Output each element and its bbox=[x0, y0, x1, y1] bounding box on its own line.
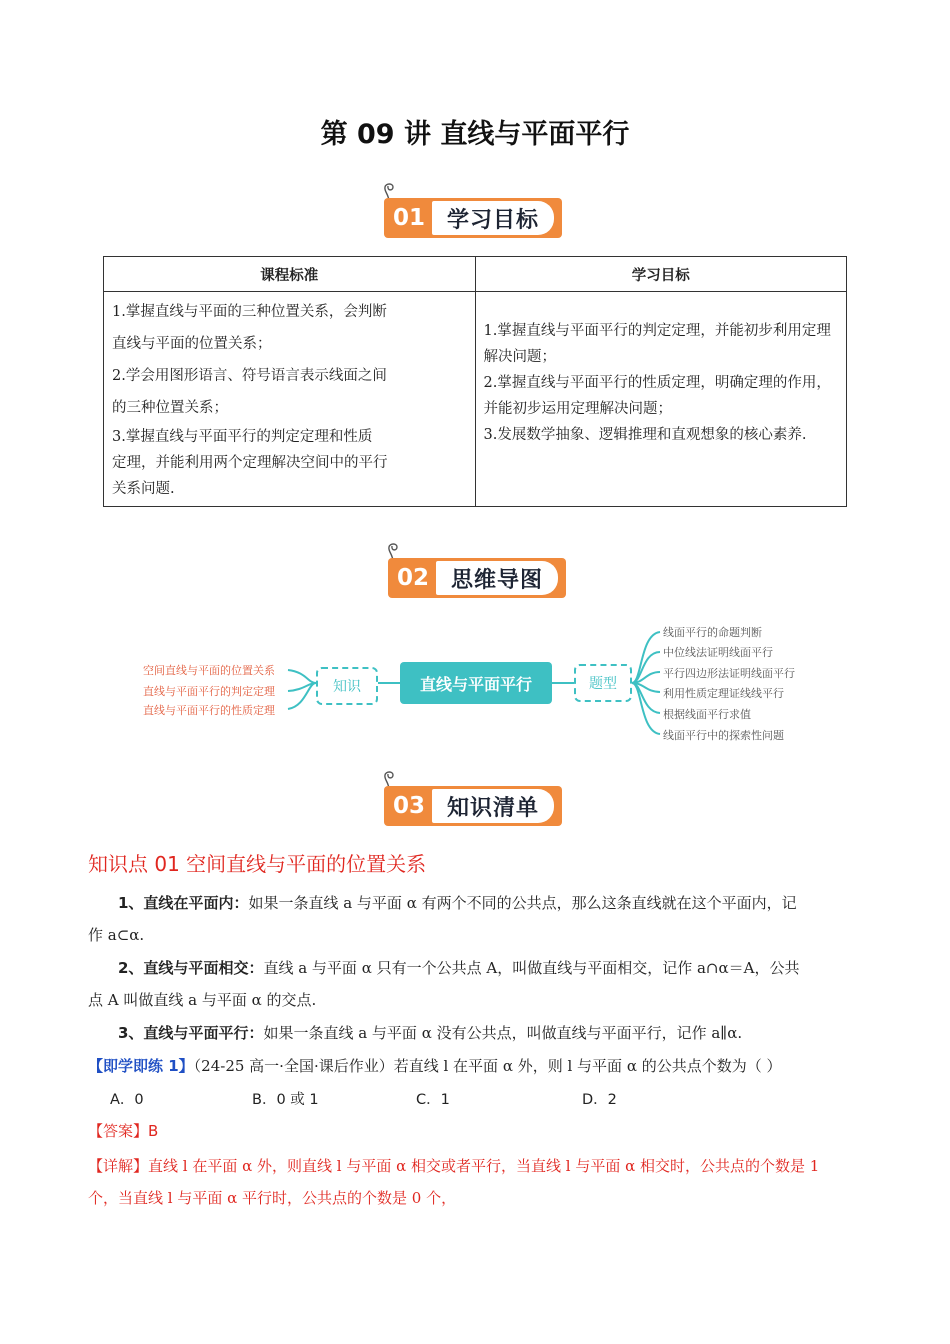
page-title: 第 09 讲 直线与平面平行 bbox=[320, 119, 630, 150]
goal-line: 并能初步运用定理解决问题； bbox=[483, 401, 672, 417]
knowledge-paragraph-3 bbox=[88, 1017, 864, 1049]
section-number: 03 bbox=[392, 793, 425, 819]
standard-line: 关系问题. bbox=[112, 481, 175, 497]
paragraph-heading: 2、直线与平面相交： bbox=[118, 959, 264, 977]
detail-line: 【详解】直线 l 在平面 α 外，则直线 l 与平面 α 相交或者平行，当直线 l 与平面 α 相交时，公共点的个数是 1 bbox=[88, 1157, 820, 1175]
paragraph-text: 如果一条直线 a 与平面 α 没有公共点，叫做直线与平面平行，记作 a∥α. bbox=[263, 1024, 743, 1042]
paragraph-continuation: 点 A 叫做直线 a 与平面 α 的交点. bbox=[88, 991, 317, 1009]
practice-question bbox=[88, 1052, 878, 1080]
paragraph-text: 如果一条直线 a 与平面 α 有两个不同的公共点，那么这条直线就在这个平面内，记 bbox=[248, 894, 797, 912]
goal-line: 3.发展数学抽象、逻辑推理和直观想象的核心素养. bbox=[483, 427, 807, 443]
answer-line: 【答案】B bbox=[88, 1122, 159, 1140]
table-header-standard: 课程标准 bbox=[104, 257, 476, 292]
section-label: 思维导图 bbox=[436, 561, 558, 595]
paragraph-heading: 1、直线在平面内： bbox=[118, 894, 249, 912]
paragraph-heading: 3、直线与平面平行： bbox=[118, 1024, 264, 1042]
option-b: B．0 或 1 bbox=[252, 1092, 319, 1108]
section-number: 01 bbox=[392, 205, 425, 231]
standard-line: 2.学会用图形语言、符号语言表示线面之间 bbox=[112, 368, 387, 384]
goal-line: 1.掌握直线与平面平行的判定定理，并能初步利用定理 bbox=[483, 323, 831, 339]
goals-cell bbox=[475, 292, 847, 507]
mindmap-type-item: 中位线法证明线面平行 bbox=[663, 646, 773, 659]
mindmap-knowledge-item: 直线与平面平行的性质定理 bbox=[143, 704, 275, 717]
option-a: A．0 bbox=[110, 1092, 144, 1108]
option-d: D．2 bbox=[582, 1092, 617, 1108]
answer-detail bbox=[88, 1150, 872, 1214]
mindmap-knowledge-item: 直线与平面平行的判定定理 bbox=[143, 685, 275, 698]
goal-line: 2.掌握直线与平面平行的性质定理，明确定理的作用， bbox=[483, 375, 831, 391]
option-c: C．1 bbox=[416, 1092, 450, 1108]
section-banner-knowledge bbox=[382, 778, 566, 826]
standard-line: 的三种位置关系； bbox=[112, 400, 228, 416]
mindmap-type-item: 线面平行的命题判断 bbox=[663, 626, 762, 639]
mindmap-center-node: 直线与平面平行 bbox=[400, 662, 552, 704]
table-header-goals: 学习目标 bbox=[475, 257, 847, 292]
knowledge-paragraph-2 bbox=[88, 952, 864, 1016]
mindmap-knowledge-node: 知识 bbox=[316, 667, 378, 705]
section-label: 学习目标 bbox=[432, 201, 554, 235]
mindmap-types-node: 题型 bbox=[574, 664, 632, 702]
goals-table bbox=[103, 256, 847, 507]
mindmap-type-item: 平行四边形法证明线面平行 bbox=[663, 667, 795, 680]
detail-line: 个，当直线 l 与平面 α 平行时，公共点的个数是 0 个， bbox=[88, 1189, 457, 1207]
knowledge-paragraph-1 bbox=[88, 887, 864, 951]
practice-question-text: （24-25 高一·全国·课后作业）若直线 l 在平面 α 外，则 l 与平面 α 的公共点个数为（ ） bbox=[193, 1057, 782, 1075]
section-number: 02 bbox=[396, 565, 429, 591]
standard-line: 定理，并能利用两个定理解决空间中的平行 bbox=[112, 455, 388, 471]
standard-line: 1.掌握直线与平面的三种位置关系，会判断 bbox=[112, 304, 387, 320]
practice-tag: 【即学即练 1】 bbox=[88, 1057, 194, 1075]
knowledge-point-title: 知识点 01 空间直线与平面的位置关系 bbox=[88, 852, 427, 876]
goal-line: 解决问题； bbox=[483, 349, 556, 365]
mindmap-type-item: 线面平行中的探索性问题 bbox=[663, 729, 784, 742]
section-banner-mindmap bbox=[386, 550, 570, 598]
paragraph-text: 直线 a 与平面 α 只有一个公共点 A，叫做直线与平面相交，记作 a∩α＝A，公共 bbox=[263, 959, 800, 977]
paragraph-continuation: 作 a⊂α. bbox=[88, 926, 145, 944]
standard-line: 3.掌握直线与平面平行的判定定理和性质 bbox=[112, 429, 373, 445]
section-label: 知识清单 bbox=[432, 789, 554, 823]
mindmap-knowledge-item: 空间直线与平面的位置关系 bbox=[143, 664, 275, 677]
section-banner-goals bbox=[382, 190, 566, 238]
mindmap-type-item: 根据线面平行求值 bbox=[663, 708, 751, 721]
standard-cell bbox=[104, 292, 476, 507]
standard-line: 直线与平面的位置关系； bbox=[112, 336, 272, 352]
mindmap-type-item: 利用性质定理证线线平行 bbox=[663, 687, 784, 700]
